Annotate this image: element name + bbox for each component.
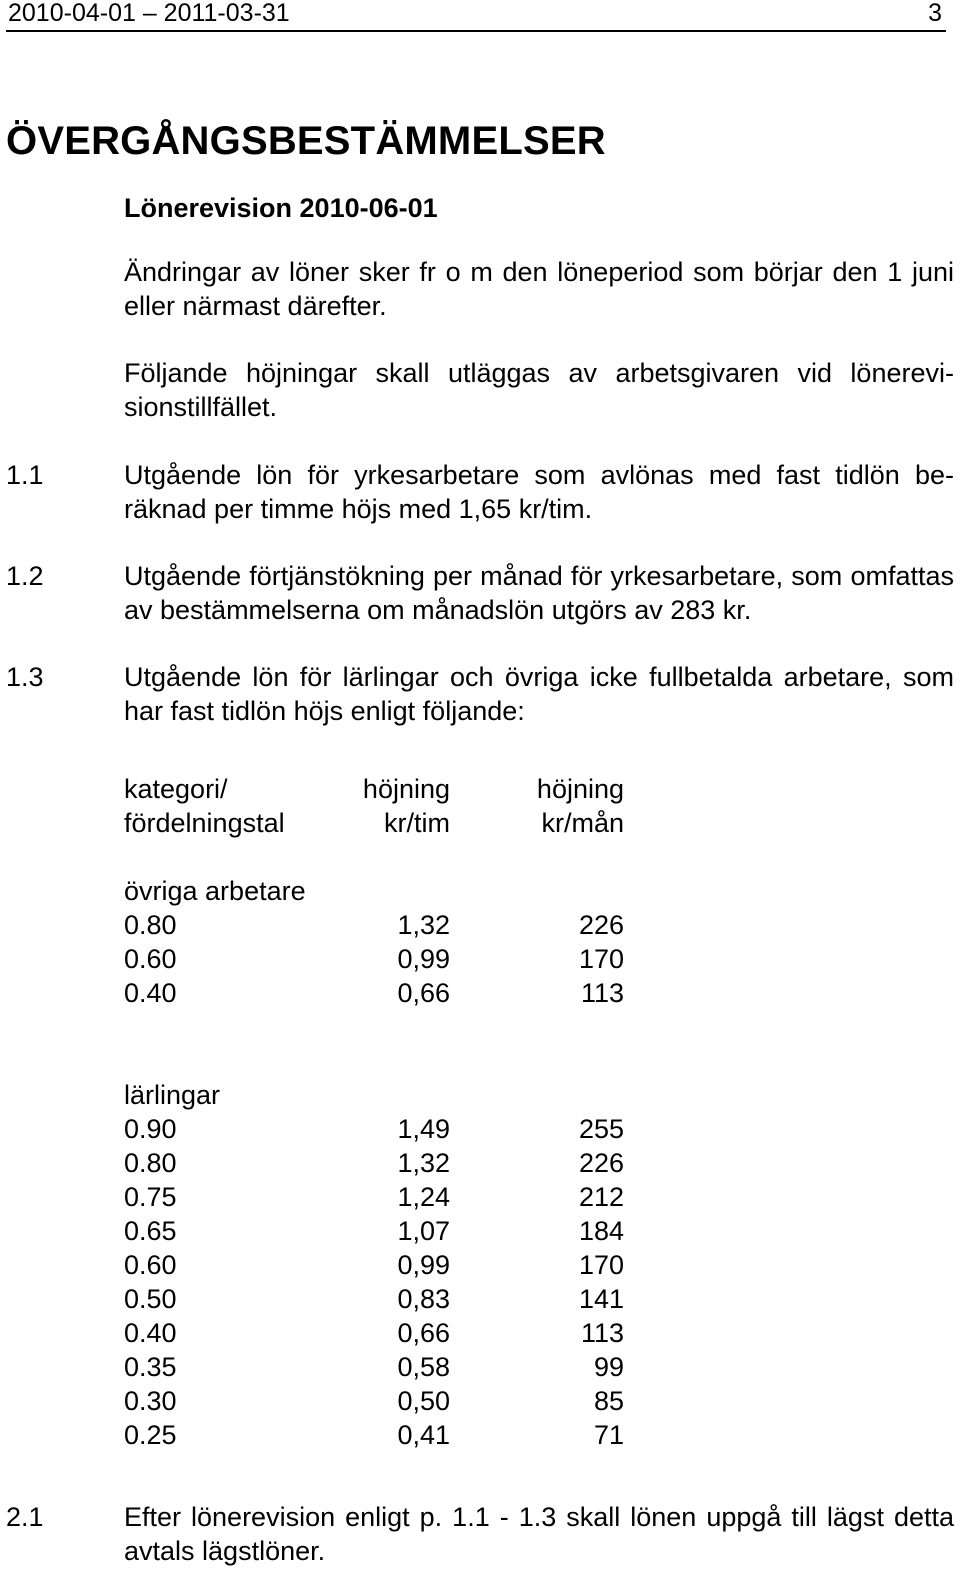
table-cell-per-month: 85 [593,1386,624,1416]
table-row [124,1112,644,1146]
table-header-row [124,806,644,840]
table-cell-per-hour: 1,49 [397,1114,450,1144]
table-cell-per-month: 226 [578,910,624,940]
table-cell-category: 0.75 [124,1182,177,1212]
table-row [124,976,644,1010]
table-cell-per-hour: 1,32 [397,910,450,940]
section-number-2-1: 2.1 [6,1502,44,1532]
table-cell-category: 0.30 [124,1386,177,1416]
table-cell-per-month: 99 [593,1352,624,1382]
header-raise-per-hour: höjning [362,774,450,804]
table-cell-category: 0.65 [124,1216,177,1246]
header-page-number: 3 [928,0,942,27]
table-cell-per-hour: 0,66 [397,978,450,1008]
table-row [124,1248,644,1282]
header-unit-per-hour: kr/tim [384,808,450,838]
table-row [124,1418,644,1452]
table-cell-per-month: 141 [578,1284,624,1314]
table-cell-per-hour: 1,24 [397,1182,450,1212]
table-row [124,1282,644,1316]
section-text-1-3: Utgående lön för lärlingar och övriga icke fullbetalda arbetare, som har fast tidlön höjs enligt följande: [124,662,954,726]
table-cell-category: 0.80 [124,910,177,940]
table-cell-per-hour: 0,99 [397,1250,450,1280]
table-cell-category: 0.50 [124,1284,177,1314]
raise-table [124,772,644,1452]
table-cell-per-month: 170 [578,944,624,974]
table-cell-per-hour: 0,83 [397,1284,450,1314]
section-subtitle: Lönerevision 2010-06-01 [124,193,438,223]
table-cell-per-month: 71 [593,1420,624,1450]
table-cell-per-hour: 1,07 [397,1216,450,1246]
table-cell-per-month: 226 [578,1148,624,1178]
table-row [124,908,644,942]
table-cell-category: 0.40 [124,1318,177,1348]
intro-paragraph-2: Följande höjningar skall utläggas av arbetsgivaren vid lönerevisionstillfället. [124,358,954,422]
section-number-1-1: 1.1 [6,460,44,490]
table-row [124,942,644,976]
section-text-1-2: Utgående förtjänstökning per månad för yrkesarbetare, som omfattas av bestämmelserna om månadslön utgörs av 283 kr. [124,561,954,625]
table-cell-category: 0.60 [124,944,177,974]
page-title: ÖVERGÅNGSBESTÄMMELSER [6,119,606,163]
table-cell-per-month: 113 [580,1318,624,1348]
table-cell-per-hour: 0,99 [397,944,450,974]
section-text-2-1: Efter lönerevision enligt p. 1.1 - 1.3 skall lönen uppgå till lägst detta avtals lägstlöner. [124,1502,954,1566]
header-category-sub: fördelningstal [124,808,285,838]
header-divider [6,30,946,32]
header-category: kategori/ [124,774,228,804]
table-cell-per-hour: 0,50 [397,1386,450,1416]
table-row [124,1384,644,1418]
table-cell-category: 0.25 [124,1420,177,1450]
header-unit-per-month: kr/mån [541,808,624,838]
table-row [124,1350,644,1384]
table-cell-category: 0.80 [124,1148,177,1178]
table-cell-per-hour: 0,58 [397,1352,450,1382]
table-row [124,1146,644,1180]
table-cell-category: 0.90 [124,1114,177,1144]
table-row [124,1316,644,1350]
table-cell-per-month: 113 [580,978,624,1008]
section-number-1-3: 1.3 [6,662,44,692]
table-row [124,1180,644,1214]
table-cell-category: 0.35 [124,1352,177,1382]
table-cell-per-month: 184 [578,1216,624,1246]
section-text-1-1: Utgående lön för yrkesarbetare som avlönas med fast tidlön beräknad per timme höjs med 1,65 kr/tim. [124,460,954,524]
table-cell-category: 0.60 [124,1250,177,1280]
intro-paragraph-1: Ändringar av löner sker fr o m den löneperiod som börjar den 1 juni eller närmast därefter. [124,257,954,321]
table-cell-per-month: 170 [578,1250,624,1280]
group-label: övriga arbetare [124,876,306,906]
table-header-row [124,772,644,806]
section-number-1-2: 1.2 [6,561,44,591]
table-cell-per-hour: 1,32 [397,1148,450,1178]
table-cell-per-hour: 0,66 [397,1318,450,1348]
header-raise-per-month: höjning [536,774,624,804]
table-cell-category: 0.40 [124,978,177,1008]
group-label-larlingar [124,1078,644,1112]
table-cell-per-month: 212 [578,1182,624,1212]
header-date-range: 2010-04-01 – 2011-03-31 [8,0,290,27]
table-cell-per-month: 255 [578,1114,624,1144]
group-label: lärlingar [124,1080,221,1110]
table-cell-per-hour: 0,41 [397,1420,450,1450]
table-row [124,1214,644,1248]
group-label-ovriga [124,874,644,908]
